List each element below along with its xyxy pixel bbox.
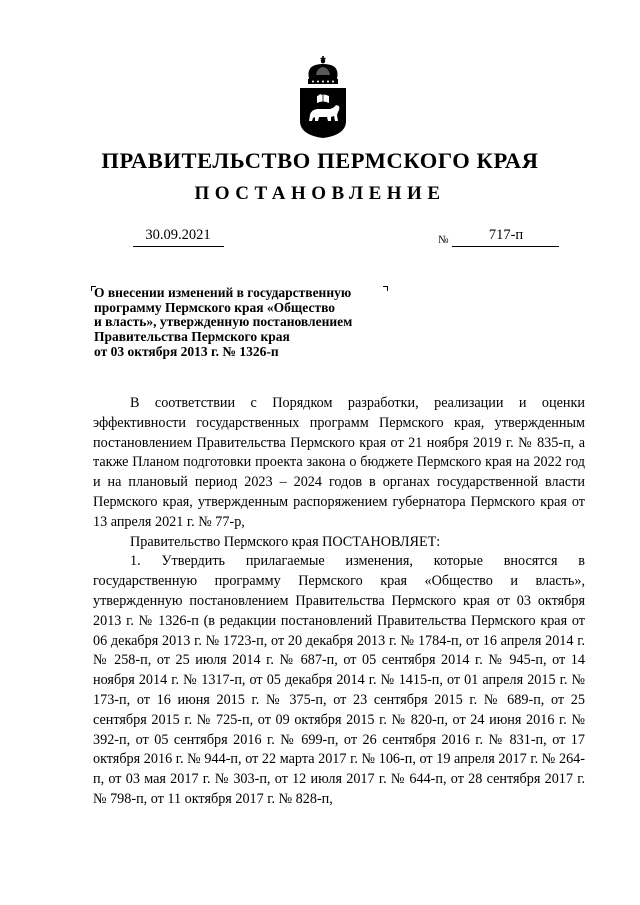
subject-line: программу Пермского края «Общество bbox=[94, 299, 336, 315]
subject-line: и власть», утвержденную постановлением bbox=[94, 314, 353, 330]
body-paragraph-item-1: 1. Утвердить прилагаемые изменения, которые вносятся в государственную программу Пермского края «Общество и власть», утвержденную постановлением Правительства Пермского края от 03 октября 2013 г. № 1326-п (в редакции постановлений Правительства Пермского края от 06 декабря 2013 г. № 1723-п, от 20 декабря 2013 г. № 1784-п, от 16 апреля 2014 г. № 258-п, от 25 июля 2014 г. № 687-п, от 05 сентября 2014 г. № 945-п, от 14 ноября 2014 г. № 1317-п, от 05 декабря 2014 г. № 1415-п, от 01 апреля 2015 г. № 173-п, от 16 июня 2015 г. № 375-п, от 23 сентября 2015 г. № 689-п, от 25 сентября 2015 г. № 725-п, от 09 октября 2015 г. № 820-п, от 24 июня 2016 г. № 392-п, от 05 сентября 2016 г. № 699-п, от 26 сентября 2016 г. № 831-п, от 17 октября 2016 г. № 944-п, от 22 марта 2017 г. № 106-п, от 19 апреля 2017 г. № 264-п, от 03 мая 2017 г. № 303-п, от 12 июля 2017 г. № 644-п, от 28 сентября 2017 г. № 798-п, от 11 октября 2017 г. № 828-п, bbox=[93, 553, 585, 807]
subject-line: О внесении изменений в государственную bbox=[94, 285, 352, 300]
number-label: № bbox=[438, 234, 449, 246]
number-underline bbox=[452, 246, 559, 247]
subject-line: Правительства Пермского края bbox=[94, 329, 290, 345]
document-date: 30.09.2021 bbox=[145, 227, 211, 243]
subject-line: от 03 октября 2013 г. № 1326-п bbox=[94, 343, 279, 359]
document-type: ПОСТАНОВЛЕНИЕ bbox=[194, 183, 446, 204]
coat-of-arms-icon bbox=[297, 55, 349, 139]
body-paragraph-resolves: Правительство Пермского края ПОСТАНОВЛЯЕТ: bbox=[130, 533, 441, 550]
document-number: 717-п bbox=[488, 227, 524, 243]
document-subject bbox=[94, 286, 404, 360]
body-paragraph-preamble: В соответствии с Порядком разработки, реализации и оценки эффективности государственных программ Пермского края, утвержденным постановлением Правительства Пермского края от 21 ноября 2019 г. № 835-п, а также Планом подготовки проекта закона о бюджете Пермского края на 2022 год и на плановый период 2023 – 2024 годов в органах государственной власти Пермского края, утвержденным распоряжением губернатора Пермского края от 13 апреля 2021 г. № 77-р, bbox=[93, 395, 585, 530]
document-body bbox=[93, 394, 585, 810]
date-underline bbox=[133, 246, 224, 247]
organization-name: ПРАВИТЕЛЬСТВО ПЕРМСКОГО КРАЯ bbox=[101, 148, 539, 173]
